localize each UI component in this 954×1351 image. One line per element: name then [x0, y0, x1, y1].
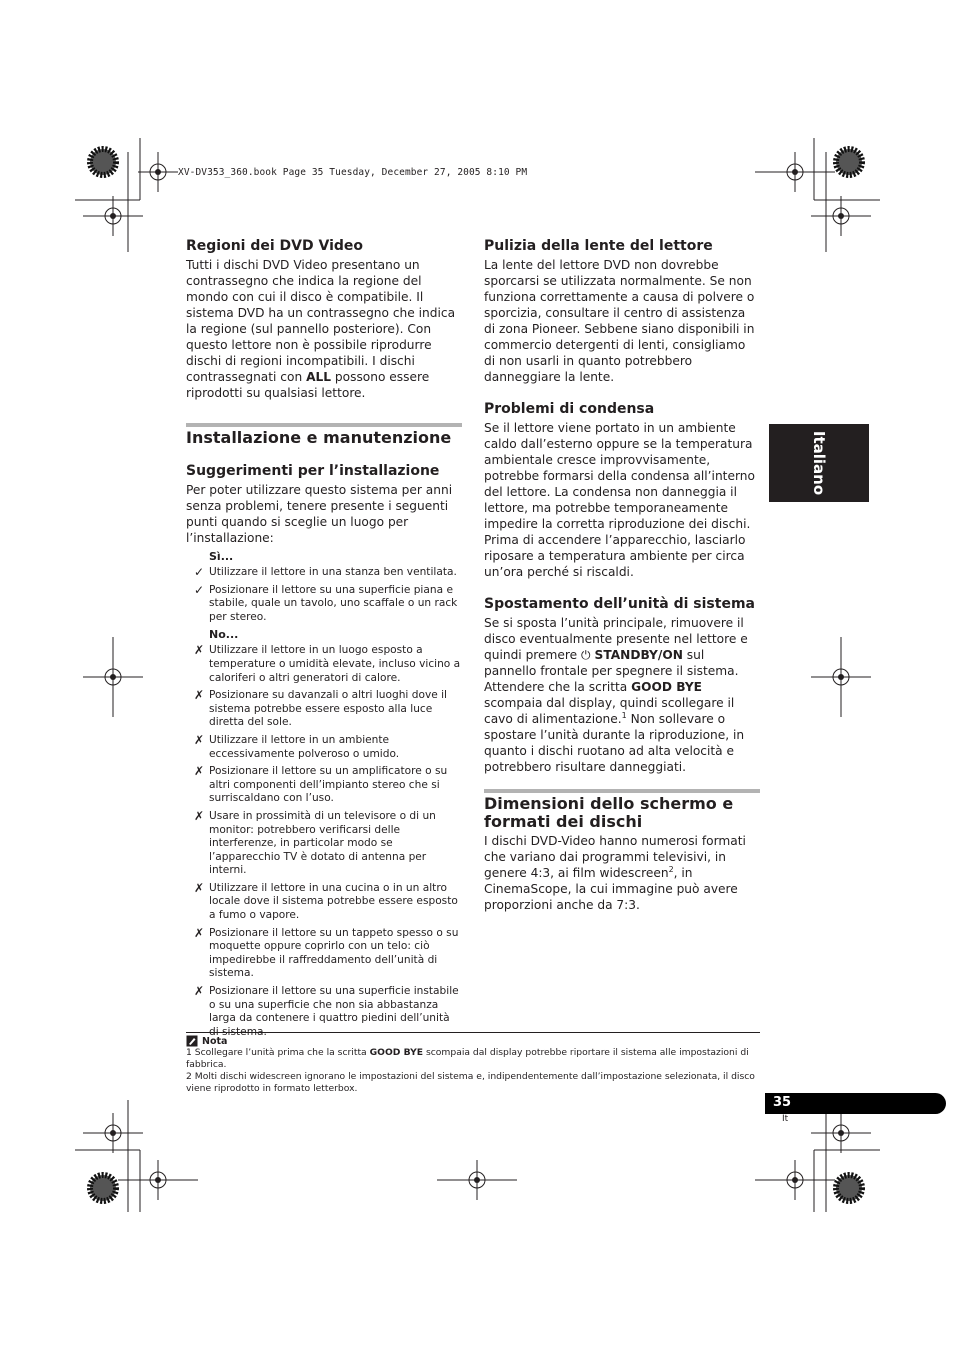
- page-number-tab: [765, 1093, 946, 1114]
- cross-icon: ✗: [194, 984, 205, 999]
- no-item: ✗ Posizionare il lettore su una superficie instabile o su una superficie che non sia abbastanza larga da contenere i quattro piedini dell’unità di sistema.: [194, 984, 459, 1038]
- cross-icon: ✗: [194, 880, 205, 895]
- no-item: ✗ Utilizzare il lettore in un ambiente eccessivamente polveroso o umido.: [194, 732, 400, 760]
- heading-spostamento: Spostamento dell’unità di sistema: [484, 596, 755, 612]
- paragraph-suggerimenti: Per poter utilizzare questo sistema per anni senza problemi, tenere presente i seguenti punti quando si sceglie un luogo per l’installazione:: [186, 483, 453, 545]
- no-item: ✗ Posizionare il lettore su un amplificatore o su altri componenti dell’impianto stereo che si surriscaldano con l’uso.: [194, 764, 448, 805]
- page-language: It: [782, 1114, 789, 1124]
- print-header: XV-DV353_360.book Page 35 Tuesday, December 27, 2005 8:10 PM: [178, 167, 528, 178]
- nota-title: Nota: [186, 1035, 760, 1047]
- language-tab: [769, 424, 869, 502]
- footnotes: [186, 1032, 760, 1095]
- heading-regioni: Regioni dei DVD Video: [186, 238, 364, 254]
- cross-icon: ✗: [194, 688, 205, 703]
- paragraph-dimensioni: I dischi DVD-Video hanno numerosi formati che variano dai programmi televisivi, in genere 4:3, ai film widescreen$^2$, in CinemaScope, la cui immagine può avere proporzioni anche da 7:3.: [484, 834, 746, 912]
- heading-pulizia: Pulizia della lente del lettore: [484, 238, 713, 254]
- no-item: ✗ Usare in prossimità di un televisore o di un monitor: potrebbero verificarsi delle interferenze, in particolar modo se l’apparecchio TV è dotato di antenna per interni.: [194, 808, 436, 877]
- footnote-2: 2 Molti dischi widescreen ignorano le impostazioni del sistema e, indipendentemente dall’impostazione selezionata, il disco viene riprodotto in formato letterbox.: [186, 1071, 755, 1094]
- right-column: [484, 238, 760, 913]
- paragraph-spostamento: Se si sposta l’unità principale, rimuovere il disco eventualmente presente nel lettore e quindi premere ⏻ STANDBY/ON sul pannello frontale per spegnere il sistema. Attendere che la scritta GOOD BYE scompaia dal display, quindi scollegare il cavo di alimentazione.$^1$ Non sollevare o spostare l’unità durante la riproduzione, in quanto i dischi ruotano ad alta velocità e potrebbero risultare danneggiati.: [484, 616, 748, 774]
- no-list-title: No...: [209, 628, 239, 642]
- paragraph-regioni: Tutti i dischi DVD Video presentano un contrassegno che indica la regione del mondo con cui il disco è compatibile. Il sistema DVD ha un contrassegno che indica la regione (sul pannello posteriore). Con questo lettore non è possibile riprodurre dischi di regioni incompatibili. I dischi contrassegnati con ALL possono essere riprodotti su qualsiasi lettore.: [186, 258, 456, 400]
- cross-icon: ✗: [194, 925, 205, 940]
- yes-list: [186, 566, 462, 624]
- standby-icon: ⏻: [581, 648, 591, 662]
- check-icon: ✓: [194, 582, 205, 597]
- heading-installazione: Installazione e manutenzione: [186, 428, 452, 447]
- cross-icon: ✗: [194, 732, 205, 747]
- cross-icon: ✗: [194, 764, 205, 779]
- paragraph-pulizia: La lente del lettore DVD non dovrebbe sporcarsi se utilizzata normalmente. Se non funziona correttamente a causa di polvere o sporcizia, consultare il centro di assistenza di zona Pioneer. Sebbene siano disponibili in commercio detergenti di lenti, consigliamo di non usarli in quanto potrebbero danneggiare la lente.: [484, 258, 755, 384]
- heading-suggerimenti: Suggerimenti per l’installazione: [186, 463, 440, 479]
- yes-item: ✓ Utilizzare il lettore in una stanza ben ventilata.: [194, 565, 457, 579]
- no-item: ✗ Posizionare su davanzali o altri luoghi dove il sistema potrebbe essere esposto alla luce diretta del sole.: [194, 688, 447, 729]
- check-icon: ✓: [194, 565, 205, 579]
- note-icon: [186, 1035, 198, 1047]
- no-item: ✗ Utilizzare il lettore in una cucina o in un altro locale dove il sistema potrebbe essere esposto a fumo o vapore.: [194, 880, 458, 922]
- yes-list-title: Sì...: [209, 550, 234, 563]
- left-column: [186, 238, 462, 1043]
- no-item: ✗ Posizionare il lettore su un tappeto spesso o su moquette oppure coprirlo con un telo: ciò impedirebbe il raffreddamento dell’unità di sistema.: [194, 925, 459, 980]
- no-item: ✗ Utilizzare il lettore in un luogo esposto a temperature o umidità elevate, incluso vicino a caloriferi o altri generatori di calore.: [194, 643, 461, 684]
- heading-dimensioni: Dimensioni dello schermo e formati dei dischi: [484, 794, 734, 831]
- paragraph-condensa: Se il lettore viene portato in un ambiente caldo dall’esterno oppure se la temperatura ambientale cresce improvvisamente, potrebbe formarsi della condensa all’interno del lettore. La condensa non danneggia il lettore, ma potrebbe temporaneamente impedire la corretta riproduzione dei dischi. Prima di accendere l’apparecchio, lasciarlo riposare a temperatura ambiente per circa un’ora perché si riscaldi.: [484, 421, 755, 579]
- no-list: [186, 644, 462, 1039]
- language-tab-label: Italiano: [810, 430, 828, 496]
- cross-icon: ✗: [194, 808, 205, 823]
- yes-item: ✓ Posizionare il lettore su una superficie piana e stabile, quale un tavolo, uno scaffale o un rack per stereo.: [194, 582, 458, 623]
- page-number: 35: [773, 1095, 792, 1110]
- footnote-1: 1 Scollegare l’unità prima che la scritta GOOD BYE scompaia dal display potrebbe riportare il sistema alle impostazioni di fabbrica.: [186, 1047, 749, 1070]
- heading-condensa: Problemi di condensa: [484, 401, 655, 417]
- cross-icon: ✗: [194, 643, 205, 658]
